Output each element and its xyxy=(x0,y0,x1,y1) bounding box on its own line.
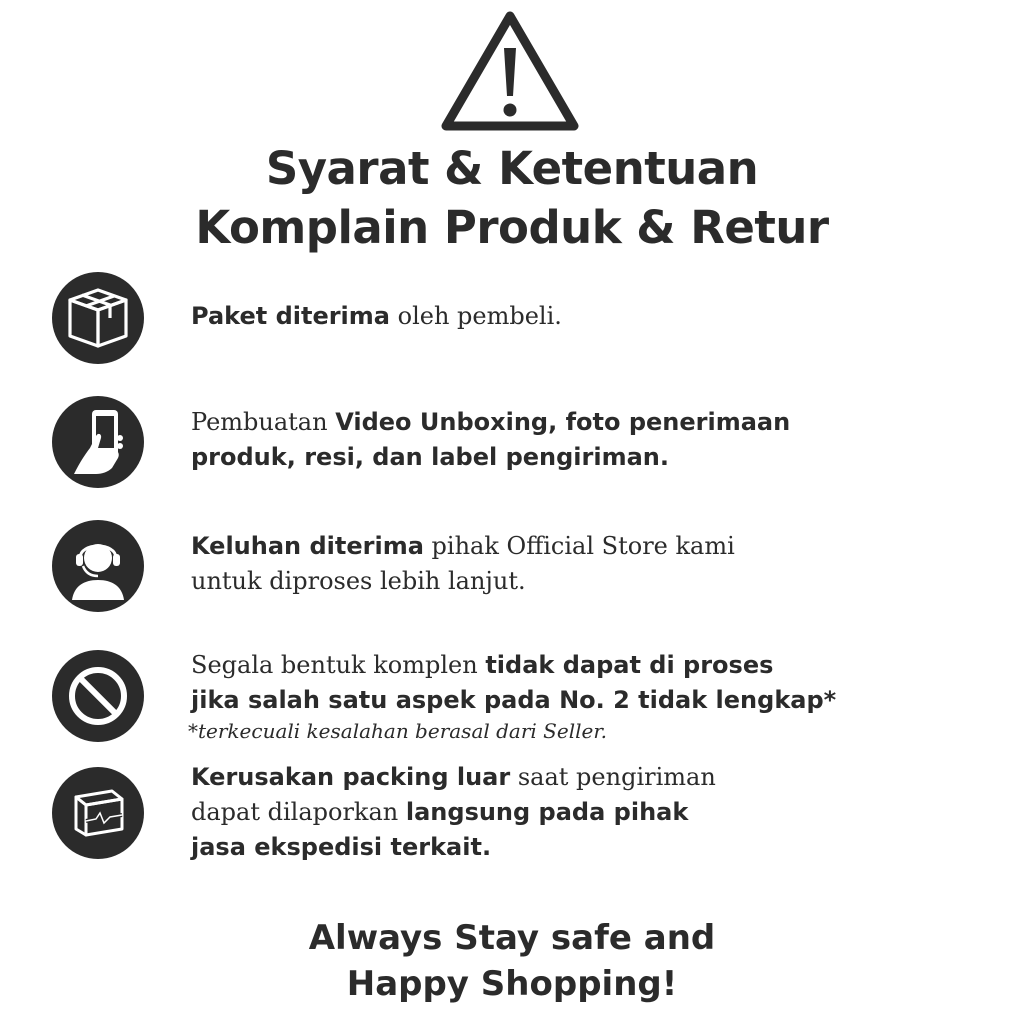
damaged-box-icon xyxy=(52,767,144,859)
item-1-text xyxy=(191,299,991,334)
hand-phone-icon xyxy=(52,396,144,488)
item-2-bold-line2: produk, resi, dan label pengiriman. xyxy=(191,443,669,471)
item-5-text xyxy=(191,760,991,865)
item-5-regular-line2: dapat dilaporkan xyxy=(191,798,406,826)
item-5-bold-line3: jasa ekspedisi terkait. xyxy=(191,833,492,861)
item-4-regular: Segala bentuk komplen xyxy=(191,651,486,679)
prohibited-icon xyxy=(52,650,144,742)
item-5-bold-line1: Kerusakan packing luar xyxy=(191,763,511,791)
item-4-bold-line1: tidak dapat di proses xyxy=(485,651,774,679)
page-title-line2: Komplain Produk & Retur xyxy=(195,201,829,254)
warning-triangle-icon xyxy=(440,8,580,132)
item-3-regular-line1: pihak Official Store kami xyxy=(423,532,735,560)
item-5-regular-line1: saat pengiriman xyxy=(510,763,716,791)
item-3-text xyxy=(191,529,991,599)
item-2-text xyxy=(191,405,991,475)
item-1-bold: Paket diterima xyxy=(191,302,390,330)
item-3-bold: Keluhan diterima xyxy=(191,532,424,560)
footer-line1: Always Stay safe and xyxy=(308,918,716,958)
page-title-line1: Syarat & Ketentuan xyxy=(265,142,759,195)
customer-service-icon xyxy=(52,520,144,612)
footer-line2: Happy Shopping! xyxy=(346,964,678,1004)
item-2-regular: Pembuatan xyxy=(191,408,336,436)
item-4-note: *terkecuali kesalahan berasal dari Seller. xyxy=(188,719,608,743)
item-4-text xyxy=(188,648,991,744)
item-5-bold-line2: langsung pada pihak xyxy=(405,798,689,826)
item-4-bold-line2: jika salah satu aspek pada No. 2 tidak lengkap* xyxy=(191,686,837,714)
item-2-bold-line1: Video Unboxing, foto penerimaan xyxy=(335,408,791,436)
item-3-regular-line2: untuk diproses lebih lanjut. xyxy=(191,567,526,595)
item-1-regular: oleh pembeli. xyxy=(389,302,562,330)
package-box-icon xyxy=(52,272,144,364)
